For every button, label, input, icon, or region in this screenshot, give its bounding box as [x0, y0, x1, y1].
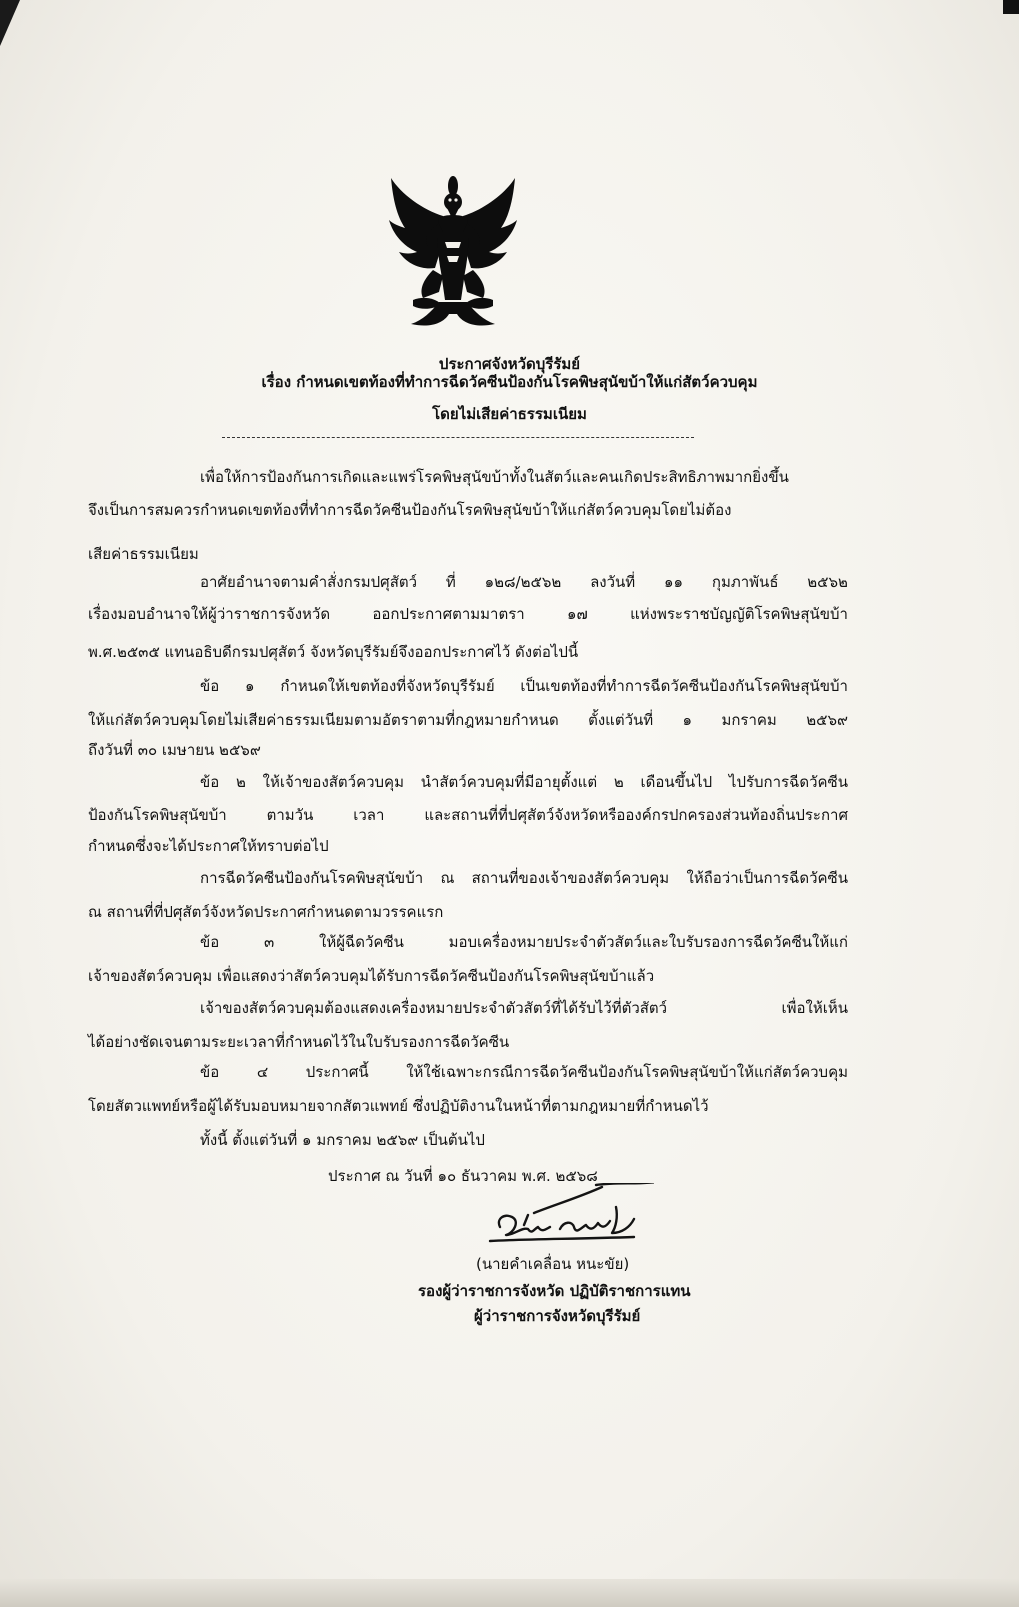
scan-corner-shadow: [0, 0, 20, 46]
paragraph-2-line: อาศัยอำนาจตามคำสั่งกรมปศุสัตว์ ที่ ๑๒๘/๒๕๖๒ ลงวันที่ ๑๑ กุมภาพันธ์ ๒๕๖๒: [200, 573, 848, 591]
signatory-name: (นายคำเคลื่อน หนะขัย): [476, 1255, 630, 1273]
signatory-position-continued: ผู้ว่าราชการจังหวัดบุรีรัมย์: [474, 1307, 641, 1325]
paragraph-2-line: พ.ศ.๒๕๓๕ แทนอธิบดีกรมปศุสัตว์ จังหวัดบุรีรัมย์จึงออกประกาศไว้ ดังต่อไปนี้: [88, 643, 579, 661]
paragraph-3-line: ให้แก่สัตว์ควบคุมโดยไม่เสียค่าธรรมเนียมตามอัตราตามที่กฎหมายกำหนด ตั้งแต่วันที่ ๑ มกราคม ๒๕๖๙: [88, 711, 848, 729]
paragraph-1-line: เสียค่าธรรมเนียม: [88, 545, 199, 563]
paragraph-6-line: เจ้าของสัตว์ควบคุม เพื่อแสดงว่าสัตว์ควบคุมได้รับการฉีดวัคซีนป้องกันโรคพิษสุนัขบ้าแล้ว: [88, 967, 655, 985]
scan-bottom-edge: [0, 1579, 1019, 1607]
announcement-issuer: ประกาศจังหวัดบุรีรัมย์: [438, 355, 581, 373]
announcement-subject-continued: โดยไม่เสียค่าธรรมเนียม: [432, 405, 587, 423]
paragraph-6-line: ข้อ ๓ ให้ผู้ฉีดวัคซีน มอบเครื่องหมายประจำตัวสัตว์และใบรับรองการฉีดวัคซีนให้แก่: [200, 933, 848, 951]
handwritten-signature: [484, 1183, 654, 1263]
paragraph-3-line: ข้อ ๑ กำหนดให้เขตท้องที่จังหวัดบุรีรัมย์ เป็นเขตท้องที่ทำการฉีดวัคซีนป้องกันโรคพิษสุนัขบ้า: [200, 677, 848, 695]
announcement-subject: เรื่อง กำหนดเขตท้องที่ทำการฉีดวัคซีนป้องกันโรคพิษสุนัขบ้าให้แก่สัตว์ควบคุม: [261, 373, 758, 391]
paragraph-8-line: ข้อ ๔ ประกาศนี้ ให้ใช้เฉพาะกรณีการฉีดวัคซีนป้องกันโรคพิษสุนัขบ้าให้แก่สัตว์ควบคุม: [200, 1063, 848, 1081]
paragraph-4-line: ป้องกันโรคพิษสุนัขบ้า ตามวัน เวลา และสถานที่ที่ปศุสัตว์จังหวัดหรือองค์กรปกครองส่วนท้องถิ่นประกาศ: [88, 806, 848, 824]
paragraph-7-line: ได้อย่างชัดเจนตามระยะเวลาที่กำหนดไว้ในใบรับรองการฉีดวัคซีน: [88, 1033, 510, 1051]
paragraph-7-line: เจ้าของสัตว์ควบคุมต้องแสดงเครื่องหมายประจำตัวสัตว์ที่ได้รับไว้ที่ตัวสัตว์ เพื่อให้เห็น: [200, 999, 848, 1017]
garuda-emblem-icon: [383, 172, 523, 332]
scan-corner-shadow: [1003, 0, 1019, 14]
signatory-position: รองผู้ว่าราชการจังหวัด ปฏิบัติราชการแทน: [418, 1282, 691, 1300]
announcement-date: ประกาศ ณ วันที่ ๑๐ ธันวาคม พ.ศ. ๒๕๖๘: [328, 1167, 598, 1185]
paragraph-3-line: ถึงวันที่ ๓๐ เมษายน ๒๕๖๙: [88, 741, 261, 759]
header-divider: [222, 437, 694, 438]
paragraph-5-line: การฉีดวัคซีนป้องกันโรคพิษสุนัขบ้า ณ สถานที่ของเจ้าของสัตว์ควบคุม ให้ถือว่าเป็นการฉีดวัคซีน: [200, 869, 848, 887]
paragraph-1-line: จึงเป็นการสมควรกำหนดเขตท้องที่ทำการฉีดวัคซีนป้องกันโรคพิษสุนัขบ้าให้แก่สัตว์ควบคุมโดยไม่ต้อง: [88, 501, 732, 519]
effective-date: ทั้งนี้ ตั้งแต่วันที่ ๑ มกราคม ๒๕๖๙ เป็นต้นไป: [200, 1131, 485, 1149]
paragraph-5-line: ณ สถานที่ที่ปศุสัตว์จังหวัดประกาศกำหนดตามวรรคแรก: [88, 903, 444, 921]
paragraph-1-line: เพื่อให้การป้องกันการเกิดและแพร่โรคพิษสุนัขบ้าทั้งในสัตว์และคนเกิดประสิทธิภาพมากยิ่งขึ้น: [200, 468, 789, 486]
paragraph-4-line: กำหนดซึ่งจะได้ประกาศให้ทราบต่อไป: [88, 837, 329, 855]
paragraph-4-line: ข้อ ๒ ให้เจ้าของสัตว์ควบคุม นำสัตว์ควบคุมที่มีอายุตั้งแต่ ๒ เดือนขึ้นไป ไปรับการฉีดวัคซีน: [200, 773, 848, 791]
paragraph-2-line: เรื่องมอบอำนาจให้ผู้ว่าราชการจังหวัด ออกประกาศตามมาตรา ๑๗ แห่งพระราชบัญญัติโรคพิษสุนัขบ้า: [88, 605, 848, 623]
paragraph-8-line: โดยสัตวแพทย์หรือผู้ได้รับมอบหมายจากสัตวแพทย์ ซึ่งปฏิบัติงานในหน้าที่ตามกฎหมายที่กำหนดไว้: [88, 1097, 709, 1115]
